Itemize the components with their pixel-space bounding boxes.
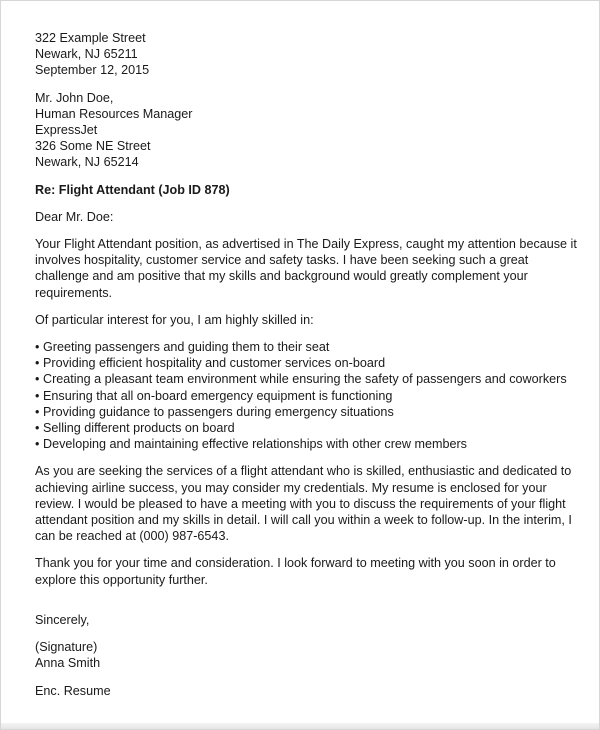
letter-body	[35, 30, 575, 699]
signer-name: Anna Smith	[35, 656, 101, 671]
list-item: • Ensuring that all on-board emergency equipment is functioning	[35, 388, 393, 403]
paragraph-intro	[35, 236, 575, 301]
paragraph-line: explore this opportunity further.	[35, 572, 208, 587]
list-item: • Providing guidance to passengers during emergency situations	[35, 404, 394, 419]
paragraph-line: requirements.	[35, 285, 112, 300]
recipient-name: Mr. John Doe,	[35, 90, 114, 105]
paragraph-line: Thank you for your time and consideration. I look forward to meeting with you soon in order to	[35, 556, 556, 571]
paragraph-line: achieving airline success, you may consider my credentials. My resume is enclosed for your	[35, 480, 547, 495]
recipient-title: Human Resources Manager	[35, 106, 193, 121]
recipient-company: ExpressJet	[35, 123, 98, 138]
sender-address	[35, 30, 575, 79]
bullet-icon: •	[35, 404, 40, 419]
paragraph-credentials	[35, 463, 575, 544]
skills-list	[35, 339, 575, 452]
bullet-icon: •	[35, 372, 40, 387]
paragraph-line: review. I would be pleased to have a meeting with you to discuss the requirements of your flight	[35, 496, 566, 511]
bullet-icon: •	[35, 388, 40, 403]
sender-street: 322 Example Street	[35, 31, 146, 45]
list-item: • Developing and maintaining effective relationships with other crew members	[35, 437, 467, 452]
enclosure-note: Enc. Resume	[35, 683, 111, 698]
list-item: • Selling different products on board	[35, 421, 235, 436]
paragraph-line: challenge and am positive that my skills and background would greatly complement your	[35, 269, 528, 284]
paragraph-line: attendant position and my skills in detail. I will call you within a week to follow-up. In the interim, I	[35, 513, 572, 528]
closing: Sincerely,	[35, 612, 90, 627]
paragraph-thanks	[35, 555, 575, 587]
paragraph-line: can be reached at (000) 987-6543.	[35, 529, 229, 544]
paragraph-line: As you are seeking the services of a flight attendant who is skilled, enthusiastic and dedicated to	[35, 464, 572, 479]
sender-city: Newark, NJ 65211	[35, 47, 138, 62]
list-item: • Providing efficient hospitality and customer services on-board	[35, 356, 386, 371]
paragraph-line: involves hospitality, customer service and safety tasks. I have been seeking such a great	[35, 253, 529, 268]
bullet-icon: •	[35, 421, 40, 436]
subject-line: Re: Flight Attendant (Job ID 878)	[35, 182, 230, 197]
recipient-address	[35, 90, 575, 171]
bullet-icon: •	[35, 356, 40, 371]
bullet-icon: •	[35, 437, 40, 452]
recipient-street: 326 Some NE Street	[35, 139, 151, 154]
bullet-icon: •	[35, 340, 40, 355]
list-item: • Creating a pleasant team environment while ensuring the safety of passengers and coworkers	[35, 372, 567, 387]
recipient-city: Newark, NJ 65214	[35, 155, 139, 170]
signature-placeholder: (Signature)	[35, 640, 98, 655]
skills-intro: Of particular interest for you, I am highly skilled in:	[35, 312, 314, 327]
letter-date: September 12, 2015	[35, 63, 150, 78]
list-item: • Greeting passengers and guiding them to their seat	[35, 340, 330, 355]
salutation: Dear Mr. Doe:	[35, 209, 114, 224]
paragraph-line: Your Flight Attendant position, as advertised in The Daily Express, caught my attention because it	[35, 237, 577, 252]
